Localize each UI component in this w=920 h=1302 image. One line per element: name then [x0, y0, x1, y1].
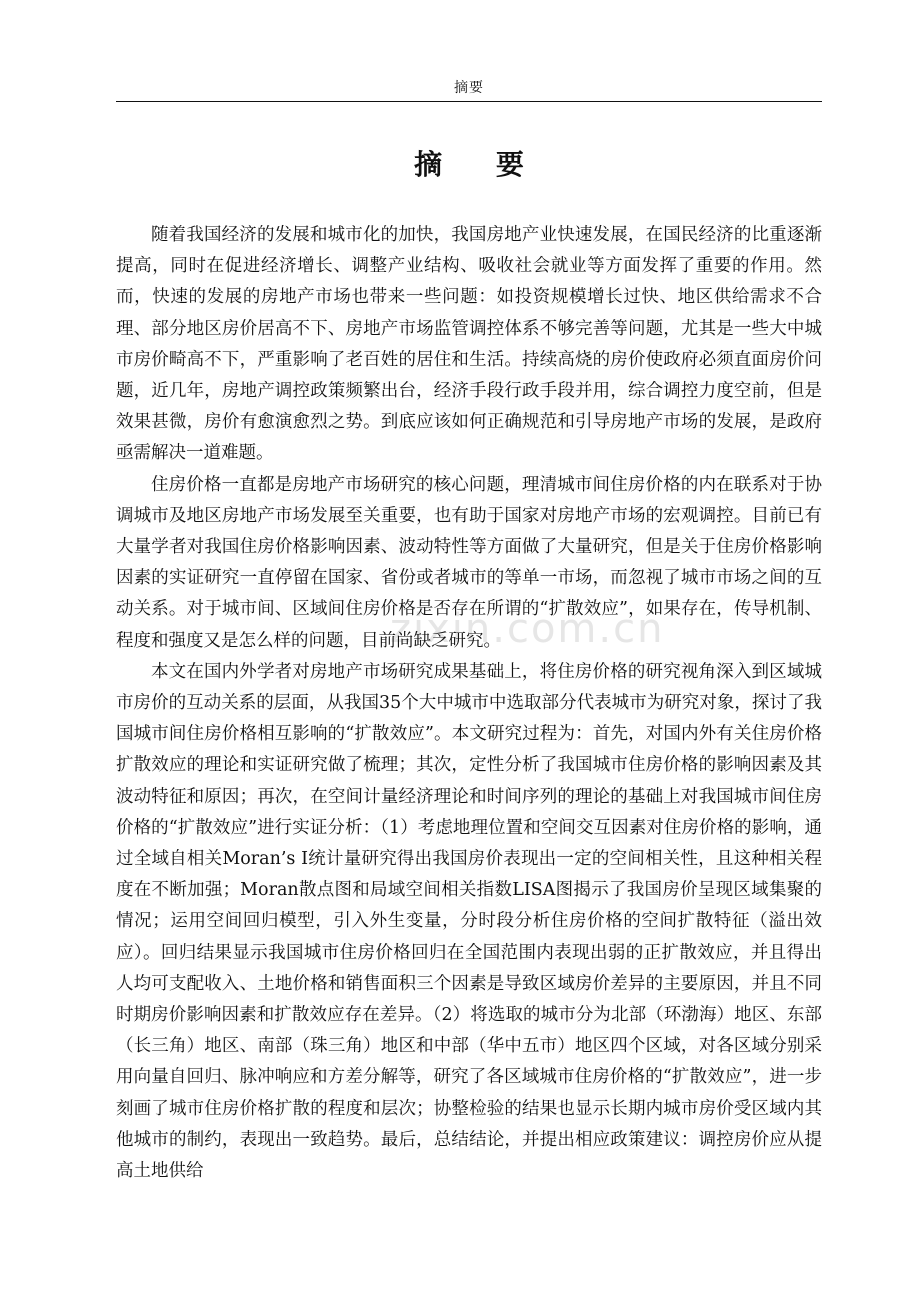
- paragraph-3: 本文在国内外学者对房地产市场研究成果基础上，将住房价格的研究视角深入到区域城市房价的互动关系的层面，从我国35个大中城市中选取部分代表城市为研究对象，探讨了我国城市间住房价格相互影响的“扩散效应”。本文研究过程为：首先，对国内外有关住房价格扩散效应的理论和实证研究做了梳理；其次，定性分析了我国城市住房价格的影响因素及其波动特征和原因；再次，在空间计量经济理论和时间序列的理论的基础上对我国城市间住房价格的“扩散效应”进行实证分析：（1）考虑地理位置和空间交互因素对住房价格的影响，通过全域自相关Moran’s I统计量研究得出我国房价表现出一定的空间相关性，且这种相关程度在不断加强；Moran散点图和局域空间相关指数LISA图揭示了我国房价呈现区域集聚的情况；运用空间回归模型，引入外生变量，分时段分析住房价格的空间扩散特征（溢出效应）。回归结果显示我国城市住房价格回归在全国范围内表现出弱的正扩散效应，并且得出人均可支配收入、土地价格和销售面积三个因素是导致区域房价差异的主要原因，并且不同时期房价影响因素和扩散效应存在差异。（2）将选取的城市分为北部（环渤海）地区、东部（长三角）地区、南部（珠三角）地区和中部（华中五市）地区四个区域，对各区域分别采用向量自回归、脉冲响应和方差分解等，研究了各区域城市住房价格的“扩散效应”，进一步刻画了城市住房价格扩散的程度和层次；协整检验的结果也显示长期内城市房价受区域内其他城市的制约，表现出一致趋势。最后，总结结论，并提出相应政策建议：调控房价应从提高土地供给: [116, 661, 822, 1182]
- running-header: 摘要: [454, 80, 484, 96]
- watermark: zixin.com.cn: [390, 606, 665, 652]
- paragraph-1: 随着我国经济的发展和城市化的加快，我国房地产业快速发展，在国民经济的比重逐渐提高，同时在促进经济增长、调整产业结构、吸收社会就业等方面发挥了重要的作用。然而，快速的发展的房地产市场也带来一些问题：如投资规模增长过快、地区供给需求不合理、部分地区房价居高不下、房地产市场监管调控体系不够完善等问题，尤其是一些大中城市房价畸高不下，严重影响了老百姓的居住和生活。持续高烧的房价使政府必须直面房价问题，近几年，房地产调控政策频繁出台，经济手段行政手段并用，综合调控力度空前，但是效果甚微，房价有愈演愈烈之势。到底应该如何正确规范和引导房地产市场的发展，是政府亟需解决一道难题。: [116, 225, 822, 464]
- abstract-title: 摘 要: [414, 148, 546, 181]
- abstract-body: [116, 220, 822, 1187]
- header-rule: [116, 101, 822, 102]
- paragraph-2: 住房价格一直都是房地产市场研究的核心问题，理清城市间住房价格的内在联系对于协调城市及地区房地产市场发展至关重要，也有助于国家对房地产市场的宏观调控。目前已有大量学者对我国住房价格影响因素、波动特性等方面做了大量研究，但是关于住房价格影响因素的实证研究一直停留在国家、省份或者城市的等单一市场，而忽视了城市市场之间的互动关系。对于城市间、区域间住房价格是否存在所谓的“扩散效应”，如果存在，传导机制、程度和强度又是怎么样的问题，目前尚缺乏研究。: [116, 474, 822, 651]
